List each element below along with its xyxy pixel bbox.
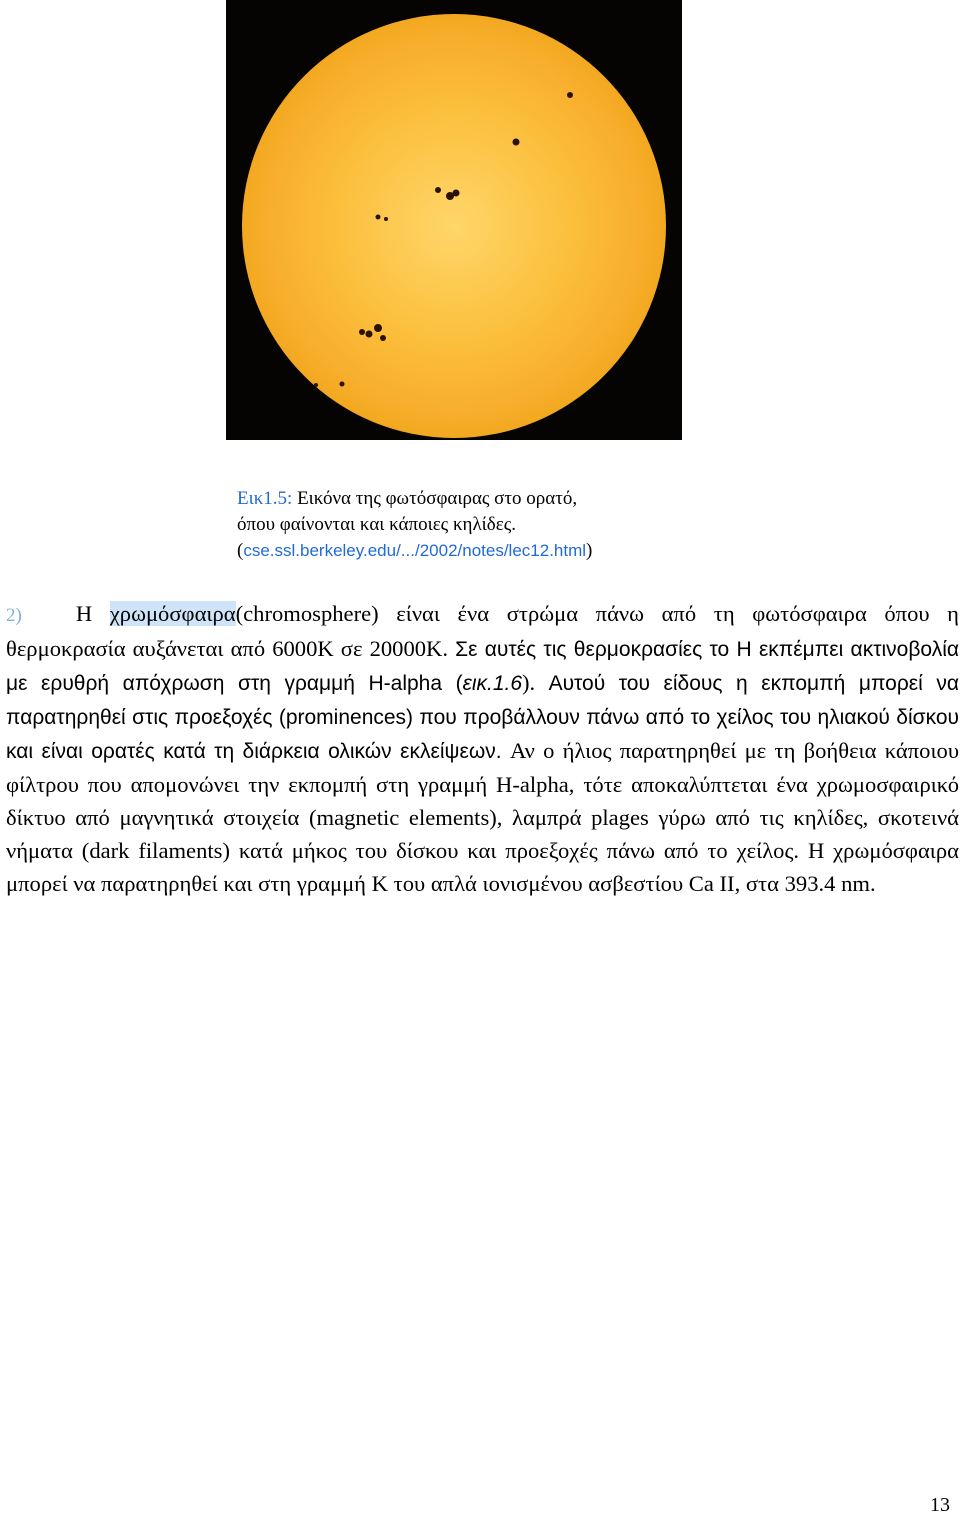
figure-caption <box>237 486 717 564</box>
highlighted-term: χρωμόσφαιρα <box>109 601 236 626</box>
sunspot <box>453 190 460 197</box>
sunspot <box>359 329 365 335</box>
sunspot <box>513 139 520 146</box>
caption-text-2: όπου φαίνονται και κάποιες κηλίδες. <box>237 514 516 535</box>
caption-label: Εικ1.5: <box>237 488 293 509</box>
caption-paren-open: ( <box>237 540 244 561</box>
sunspot <box>374 324 382 332</box>
sunspot <box>376 215 381 220</box>
caption-line-1 <box>237 486 717 512</box>
sunspot <box>435 187 441 193</box>
sunspot <box>314 383 318 387</box>
sun-photosphere-image <box>226 0 682 440</box>
paragraph-lead: Η <box>75 601 110 626</box>
paragraph-sentence-2: Σε αυτές τις θερμοκρασίες το Η εκπέμπει ακτινοβολία με ερυθρή απόχρωση στη γραμμή H-alpha ( <box>6 638 960 695</box>
caption-source-line <box>237 538 717 564</box>
caption-paren-close: ) <box>586 540 593 561</box>
body-paragraph <box>6 597 959 900</box>
caption-text-1: Εικόνα της φωτόσφαιρας στο ορατό, <box>297 488 578 509</box>
sunspot <box>380 335 386 341</box>
paragraph-sentence-5: Αν ο ήλιος παρατηρηθεί με τη βοήθεια κάποιου φίλτρου που απομονώνει την εκπομπή στη γραμμή H-alpha, τότε αποκαλύπτεται ένα χρωμοσφαιρικό δίκτυο από μαγνητικά στοιχεία (magnetic elements), λαμπρά plages γύρω από τις κηλίδες, σκοτεινά νήματα (dark filaments) κατά μήκος του δίσκου και προεξοχές πάνω από το χείλος. Η χρωμόσφαιρα μπορεί να παρατηρηθεί και στη γραμμή K του απλά ιονισμένου ασβεστίου Ca II, στα 393.4 nm. <box>6 738 960 896</box>
paragraph-sentence-4: Αυτού του είδους η εκπομπή μπορεί να παρατηρηθεί στις προεξοχές (prominences) που προβάλλουν πάνω από το χείλος του ηλιακού δίσκου και είναι ορατές κατά τη διάρκεια ολικών εκλείψεων. <box>6 672 959 763</box>
page-number: 13 <box>930 1494 950 1516</box>
sunspot <box>366 331 373 338</box>
sun-image-svg <box>226 0 682 440</box>
sunspot <box>340 382 345 387</box>
sunspot <box>567 92 573 98</box>
sunspot <box>384 217 388 221</box>
figure-reference: εικ.1.6 <box>462 672 523 695</box>
paragraph-sentence-1: (chromosphere) είναι ένα στρώμα πάνω από τη φωτόσφαιρα όπου η θερμοκρασία αυξάνεται από 6000K σε 20000K. <box>6 601 959 661</box>
paragraph-sentence-3: ). <box>522 670 549 695</box>
caption-source-link[interactable]: cse.ssl.berkeley.edu/.../2002/notes/lec12.html <box>243 541 587 560</box>
paragraph-number: 2) <box>6 605 22 626</box>
sun-disc <box>242 14 666 438</box>
